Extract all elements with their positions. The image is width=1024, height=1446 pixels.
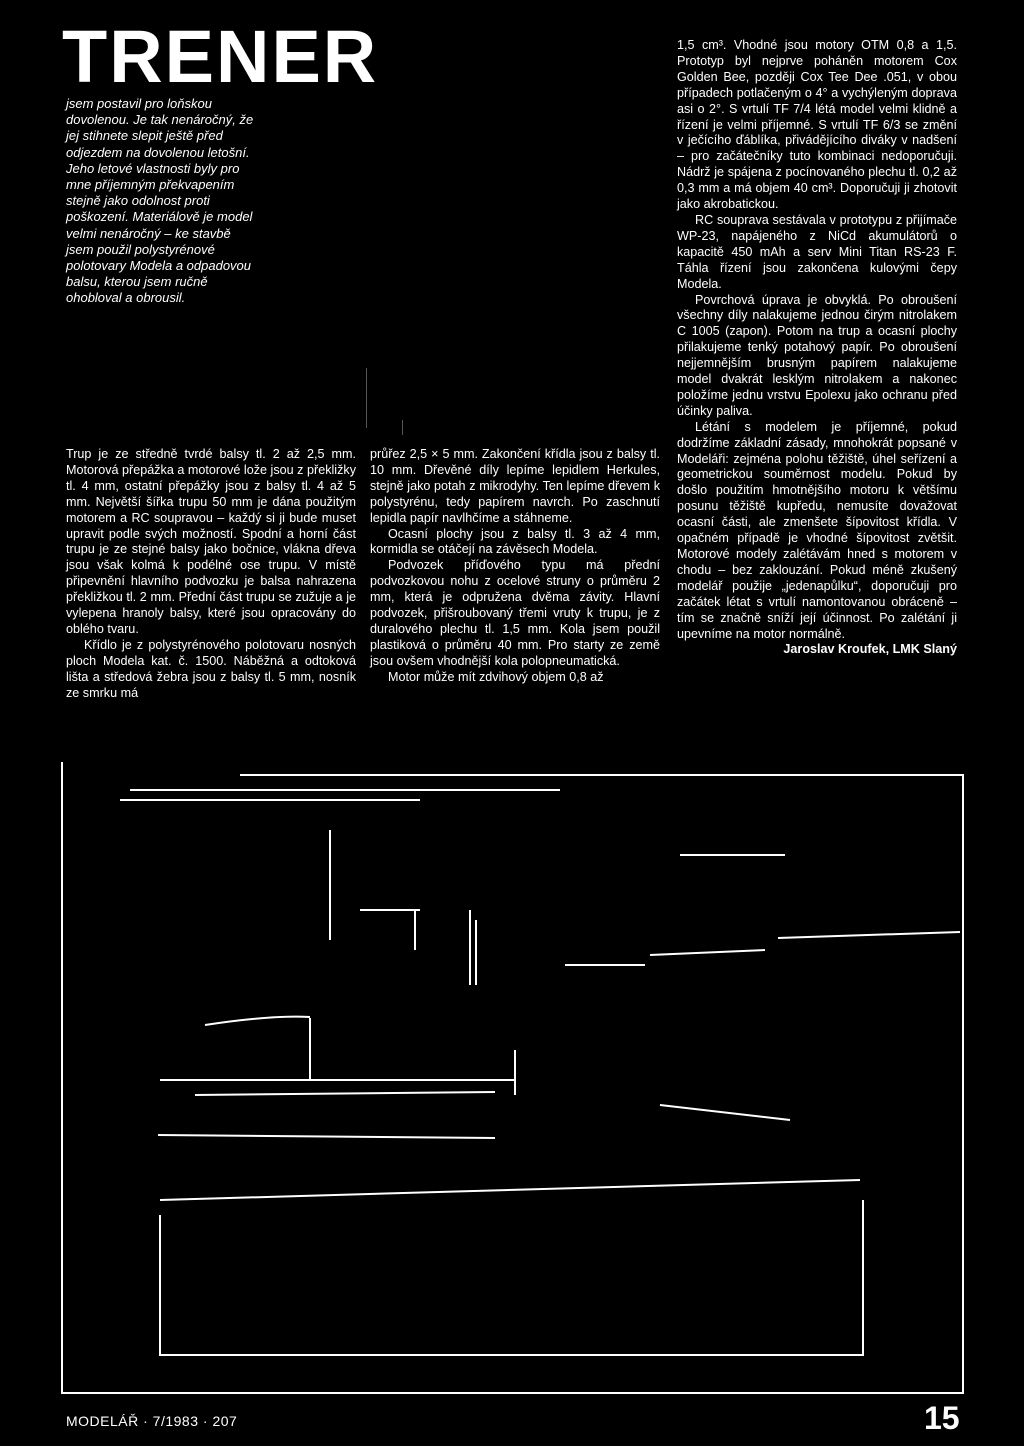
plan-curve bbox=[205, 1017, 310, 1025]
article-title: TRENER bbox=[62, 15, 379, 98]
plan-outline bbox=[160, 1200, 863, 1355]
page-number: 15 bbox=[924, 1400, 960, 1436]
paragraph: Létání s modelem je příjemné, pokud dodržíme základní zásady, mnohokrát popsané v Modeláři: zejména polohu těžiště, úhel seřízení a geometrickou souměrnost modelu. Pokud by došlo použitím hmotnějšího motoru k většímu posunu těžiště kupředu, nemusíte dovažovat ocasní části, ale zmenšete šípovitost křídla. V opačném případě je vhodné šípovitost zvětšit. Motorové modely zalétávám hned s motorem v chodu – bez zaklouzání. Pokud méně zkušený modelář použije „jedenapůlku“, doporučuji pro začátek létat s vrtulí namontovanou obráceně – tím se značně sníží její účinnost. Po zalétání ji upevníme na motor normálně. bbox=[677, 419, 957, 641]
paragraph: Trup je ze středně tvrdé balsy tl. 2 až 2,5 mm. Motorová přepážka a motorové lože jsou z překližky tl. 4 mm, ostatní přepážky jsou z balsy tl. 4 až 5 mm. Největší šířka trupu 50 mm je dána použitým motorem a RC soupravou – každý si ji bude muset upravit podle svých možností. Spodní a horní část trupu je ze stejné balsy jako bočnice, vlákna dřeva jsou však kolmá k podélné ose trupu. V místě připevnění hlavního podvozku je balsa nahrazena překližkou tl. 2 mm. Přední část trupu se zužuje a je vylepena hranoly balsy, které jsou opracovány do oblého tvaru. bbox=[66, 447, 356, 636]
paragraph: průřez 2,5 × 5 mm. Zakončení křídla jsou z balsy tl. 10 mm. Dřevěné díly lepíme lepidlem Herkules, stejně jako potah z mikrodyhy. Ten lepíme dřevem k polystyrénu, tedy papírem navrch. Po zaschnutí lepidla papír navlhčíme a stáhneme. bbox=[370, 447, 660, 525]
plan-line bbox=[650, 950, 765, 955]
paragraph: RC souprava sestávala v prototypu z přijímače WP-23, napájeného z NiCd akumulátorů o kapacitě 450 mAh a serv Mini Titan RS-23 F. Táhla řízení jsou zakončena kulovými čepy Modela. bbox=[677, 212, 957, 291]
column-1 bbox=[66, 447, 356, 702]
column-3 bbox=[677, 38, 957, 658]
paragraph: Motor může mít zdvihový objem 0,8 až bbox=[388, 669, 604, 684]
author-credit: Jaroslav Kroufek, LMK Slaný bbox=[783, 642, 957, 657]
plan-line bbox=[158, 1135, 495, 1138]
technical-drawing bbox=[60, 760, 965, 1395]
plan-line bbox=[160, 1180, 860, 1200]
plan-line bbox=[778, 932, 960, 938]
faint-mark bbox=[366, 368, 367, 428]
plan-line bbox=[195, 1092, 495, 1095]
intro-text: jsem postavil pro loňskou dovolenou. Je tak nenáročný, že jej stihnete slepit ještě před odjezdem na dovolenou letošní. Jeho letové vlastnosti byly pro mne příjemným překvapením stejně jako odolnost proti poškození. Materiálově je model velmi nenáročný – ke stavbě jsem použil polystyrénové polotovary Modela a odpadovou balsu, kterou jsem ručně ohobloval a obrousil. bbox=[66, 96, 254, 306]
faint-mark bbox=[402, 420, 403, 435]
plan-line bbox=[660, 1105, 790, 1120]
plan-drawing bbox=[60, 760, 965, 1395]
paragraph: 1,5 cm³. Vhodné jsou motory OTM 0,8 a 1,5. Prototyp byl nejprve poháněn motorem Cox Golden Bee, později Cox Tee Dee .051, v obou případech potlačeným o 4° a vychýleným doprava asi o 2°. S vrtulí TF 7/4 létá model velmi klidně a řízení je velmi příjemné. S vrtulí TF 6/3 se změní v ječícího ďáblíka, přivádějícího diváky v nadšení – pro začátečníky tuto kombinaci nedoporučuji. Nádrž je spájena z pocínovaného plechu tl. 0,2 až 0,3 mm a má objem 40 cm³. Doporučuji ji zhotovit jako akrobatickou. bbox=[677, 38, 957, 212]
column-2 bbox=[370, 447, 660, 686]
paragraph: Křídlo je z polystyrénového polotovaru nosných ploch Modela kat. č. 1500. Náběžná a odtoková lišta a středová žebra jsou z balsy tl. 5 mm, nosník ze smrku má bbox=[66, 637, 356, 700]
paragraph: Podvozek příďového typu má přední podvozkovou nohu z ocelové struny o průměru 2 mm, která je odpružena dvěma závity. Hlavní podvozek, přišroubovaný třemi vruty k trupu, je z duralového plechu tl. 1,5 mm. Kola jsem použil plastiková o průměru 40 mm. Pro starty ze země jsou ovšem vhodnější kola polopneumatická. bbox=[370, 558, 660, 668]
paragraph: Ocasní plochy jsou z balsy tl. 3 až 4 mm, kormidla se otáčejí na závěsech Modela. bbox=[370, 526, 660, 557]
drawing-frame bbox=[62, 762, 963, 1393]
paragraph: Povrchová úprava je obvyklá. Po obroušení všechny díly nalakujeme jednou čirým nitrolakem C 1005 (zapon). Potom na trup a ocasní plochy přilakujeme tenký potahový papír. Po obroušení nejjemnějším brusným papírem nalakujeme model dvakrát lesklým nitrolakem a nakonec položíme jednu vrstvu Epolexu jako ochranu před účinky paliva. bbox=[677, 292, 957, 418]
footer-issue: MODELÁŘ · 7/1983 · 207 bbox=[66, 1413, 238, 1429]
